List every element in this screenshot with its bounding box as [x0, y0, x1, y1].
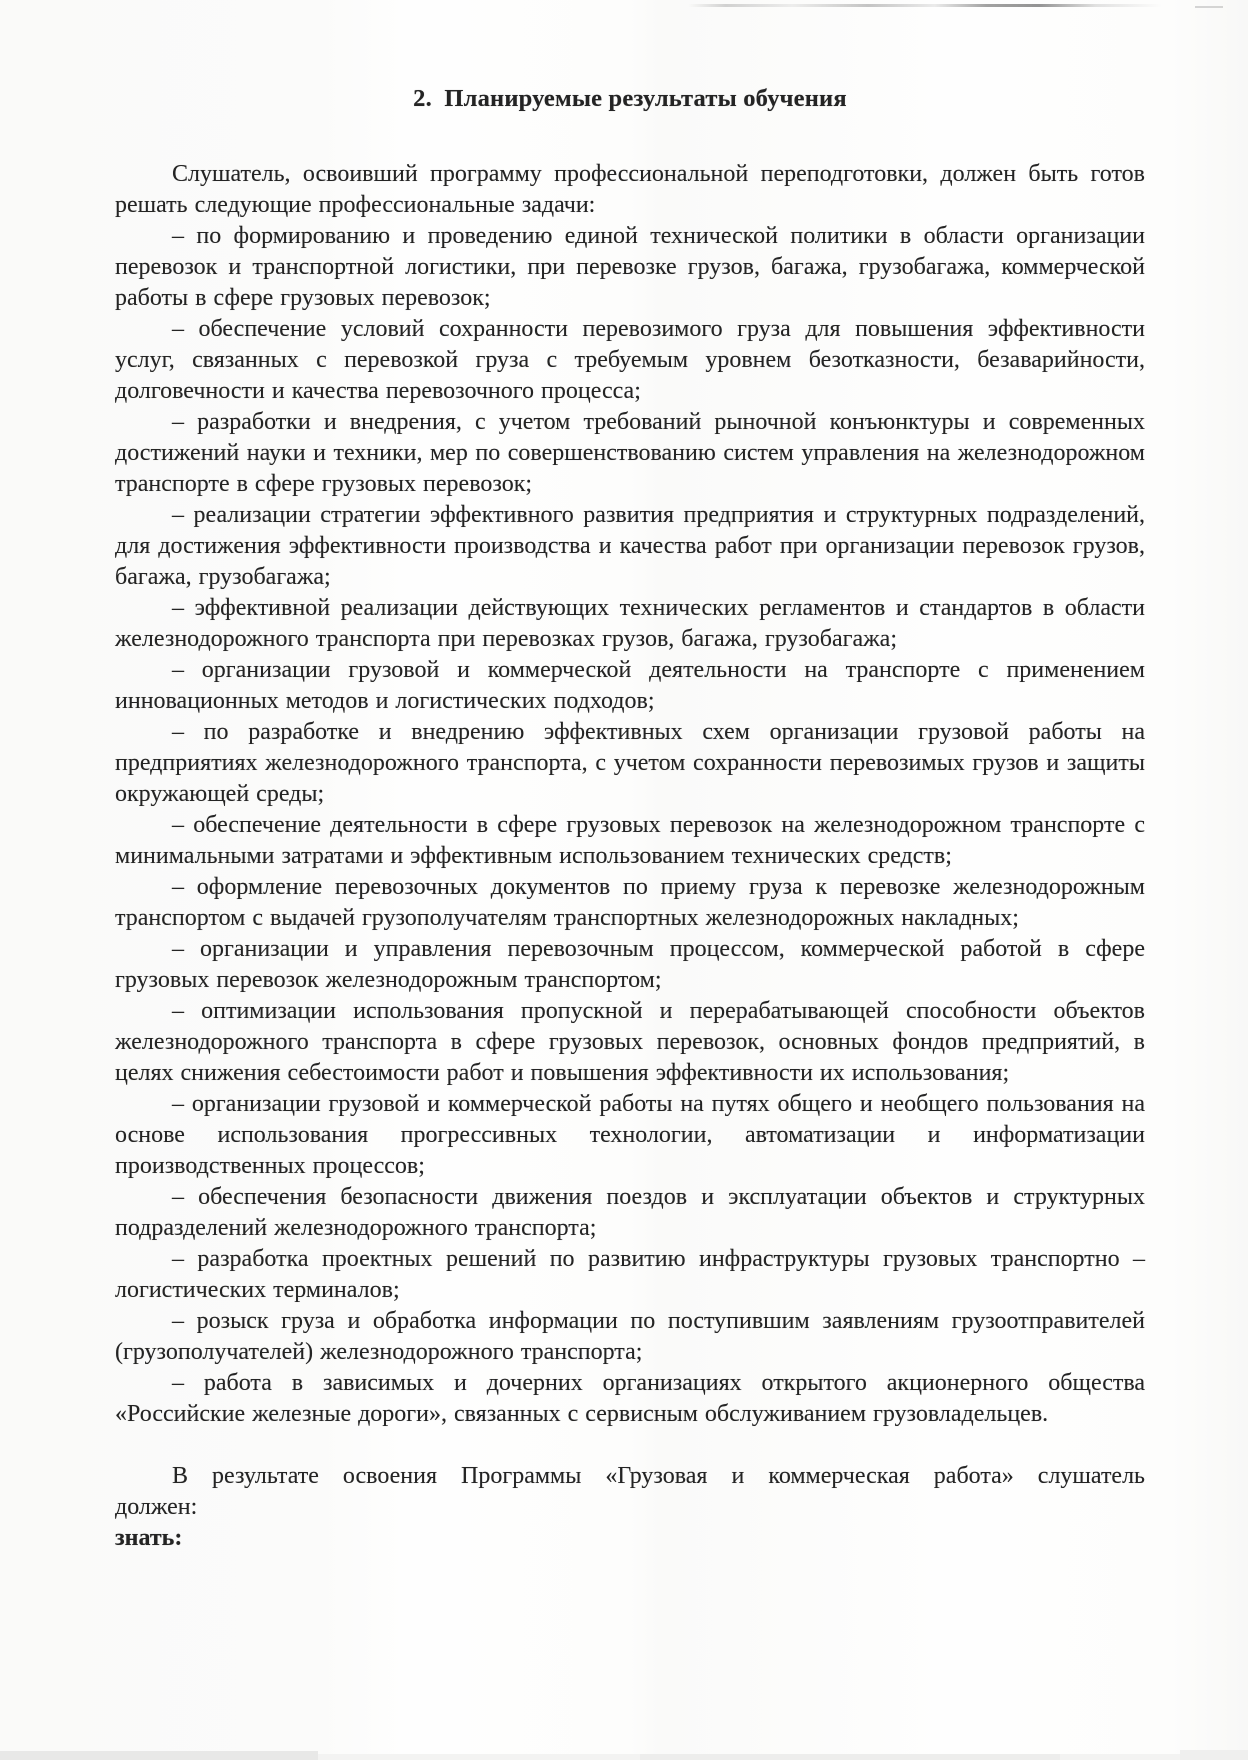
- task-item-9: – оформление перевозочных документов по приему груза к перевозке железнодорожным транспортом с выдачей грузополучателям транспортных железнодорожных накладных;: [115, 874, 1145, 931]
- page-content: [115, 84, 1145, 1554]
- task-item-15: – розыск груза и обработка информации по поступившим заявлениям грузоотправителей (грузополучателей) железнодорожного транспорта;: [115, 1308, 1145, 1365]
- scan-smudge-top: [688, 4, 1162, 7]
- task-item-13: – обеспечения безопасности движения поездов и эксплуатации объектов и структурных подразделений железнодорожного транспорта;: [115, 1184, 1145, 1241]
- task-item-2: – обеспечение условий сохранности перевозимого груза для повышения эффективности услуг, связанных с перевозкой груза с требуемым уровнем безотказности, безаварийности, долговечности и качества перевозочного процесса;: [115, 316, 1145, 404]
- task-item-12: – организации грузовой и коммерческой работы на путях общего и необщего пользования на основе использования прогрессивных технологии, автоматизации и информатизации производственных процессов;: [115, 1091, 1145, 1179]
- scan-strip-bottom-right: [1180, 1750, 1248, 1760]
- scan-smudge-top-right: [1195, 6, 1223, 8]
- task-item-10: – организации и управления перевозочным процессом, коммерческой работой в сфере грузовых перевозок железнодорожным транспортом;: [115, 936, 1145, 993]
- task-item-4: – реализации стратегии эффективного развития предприятия и структурных подразделений, для достижения эффективности производства и качества работ при организации перевозок грузов, багажа, грузобагажа;: [115, 502, 1145, 590]
- task-item-11: – оптимизации использования пропускной и перерабатывающей способности объектов железнодорожного транспорта в сфере грузовых перевозок, основных фондов предприятий, в целях снижения себестоимости работ и повышения эффективности их использования;: [115, 998, 1145, 1086]
- task-item-6: – организации грузовой и коммерческой деятельности на транспорте с применением инновационных методов и логистических подходов;: [115, 657, 1145, 714]
- closing-line-1: В результате освоения Программы «Грузовая и коммерческая работа» слушатель: [172, 1463, 1145, 1489]
- scan-strip-bottom-mid: [640, 1754, 1060, 1760]
- task-item-1: – по формированию и проведению единой технической политики в области организации перевозок и транспортной логистики, при перевозке грузов, багажа, грузобагажа, коммерческой работы в сфере грузовых перевозок;: [115, 223, 1145, 311]
- task-item-3: – разработки и внедрения, с учетом требований рыночной конъюнктуры и современных достижений науки и техники, мер по совершенствованию систем управления на железнодорожном транспорте в сфере грузовых перевозок;: [115, 409, 1145, 497]
- scan-strip-bottom-left: [0, 1751, 318, 1760]
- section-heading: 2. Планируемые результаты обучения: [413, 85, 847, 112]
- task-item-16: – работа в зависимых и дочерних организациях открытого акционерного общества «Российские железные дороги», связанных с сервисным обслуживанием грузовладельцев.: [115, 1370, 1145, 1427]
- closing-line-2: должен:: [115, 1494, 198, 1520]
- task-item-7: – по разработке и внедрению эффективных схем организации грузовой работы на предприятиях железнодорожного транспорта, с учетом сохранности перевозимых грузов и защиты окружающей среды;: [115, 719, 1145, 807]
- closing-paragraph: [115, 1461, 1145, 1523]
- task-item-14: – разработка проектных решений по развитию инфраструктуры грузовых транспортно – логистических терминалов;: [115, 1246, 1145, 1303]
- task-item-8: – обеспечение деятельности в сфере грузовых перевозок на железнодорожном транспорте с минимальными затратами и эффективным использованием технических средств;: [115, 812, 1145, 869]
- know-label: знать:: [115, 1525, 183, 1551]
- intro-paragraph: Слушатель, освоивший программу профессиональной переподготовки, должен быть готов решать следующие профессиональные задачи:: [115, 161, 1145, 218]
- task-item-5: – эффективной реализации действующих технических регламентов и стандартов в области железнодорожного транспорта при перевозках грузов, багажа, грузобагажа;: [115, 595, 1145, 652]
